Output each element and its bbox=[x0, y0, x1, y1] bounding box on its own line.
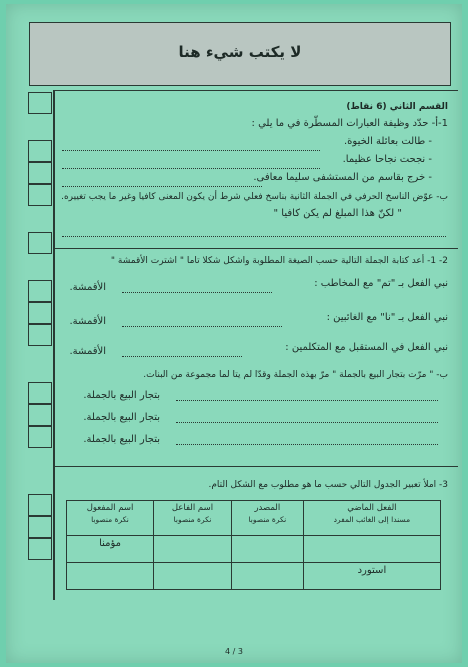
table-cell[interactable] bbox=[231, 563, 303, 590]
table-cell[interactable] bbox=[154, 536, 232, 563]
no-writing-header-box bbox=[29, 22, 451, 86]
answer-line[interactable] bbox=[122, 356, 242, 357]
q2-row-3-label: نبي الفعل في المستقبل مع المتكلمين : bbox=[285, 342, 448, 353]
score-box[interactable] bbox=[28, 426, 52, 448]
q2b-row-1: بتجار البيع بالجملة. bbox=[83, 390, 160, 401]
score-box[interactable] bbox=[28, 162, 52, 184]
q1a-prompt: 1-أ- حدّد وظيفة العبارات المسطّرة في ما يلي : bbox=[251, 118, 448, 129]
header-cell-masdar: المصدر نكرة منصوبا bbox=[231, 501, 303, 536]
table-cell[interactable]: مؤمنا bbox=[67, 536, 154, 563]
q2b-prompt: ب- " مرّت بتجار البيع بالجملة " مرّ بهذه الجملة وقدّا لم يتا لما مجموعة من البنات. bbox=[143, 370, 448, 380]
score-box[interactable] bbox=[28, 538, 52, 560]
q2b-row-3: بتجار البيع بالجملة. bbox=[83, 434, 160, 445]
score-box[interactable] bbox=[28, 324, 52, 346]
score-box[interactable] bbox=[28, 494, 52, 516]
table-cell[interactable] bbox=[67, 563, 154, 590]
score-box[interactable] bbox=[28, 232, 52, 254]
score-box[interactable] bbox=[28, 92, 52, 114]
q1b-sentence: " لكنّ هذا المبلغ لم يكن كافيا " bbox=[273, 208, 402, 219]
q2-row-2-label: نبي الفعل بـ "نا" مع الغائبين : bbox=[326, 312, 448, 323]
conjugation-table bbox=[66, 500, 441, 590]
answer-line[interactable] bbox=[176, 400, 438, 401]
score-box[interactable] bbox=[28, 516, 52, 538]
header-cell-past-verb: الفعل الماضي مسندا إلى الغائب المفرد bbox=[303, 501, 440, 536]
answer-line[interactable] bbox=[122, 292, 272, 293]
answer-line[interactable] bbox=[62, 150, 320, 151]
table-row bbox=[67, 536, 441, 563]
table-cell[interactable] bbox=[303, 536, 440, 563]
table-header-row bbox=[67, 501, 441, 536]
table-row bbox=[67, 563, 441, 590]
q2b-row-2: بتجار البيع بالجملة. bbox=[83, 412, 160, 423]
q2-row-1-label: نبي الفعل بـ "تم" مع المخاطب : bbox=[314, 278, 448, 289]
table-cell[interactable] bbox=[154, 563, 232, 590]
answer-line[interactable] bbox=[62, 236, 446, 237]
q2-row-3-end: الأقمشة. bbox=[69, 346, 106, 357]
divider bbox=[55, 466, 458, 467]
score-box[interactable] bbox=[28, 382, 52, 404]
q1-item-1: - طالت بعائلة الخيوة. bbox=[343, 136, 432, 147]
score-box[interactable] bbox=[28, 302, 52, 324]
q2-row-2-end: الأقمشة. bbox=[69, 316, 106, 327]
answer-line[interactable] bbox=[176, 444, 438, 445]
page-number: 4 / 3 bbox=[225, 647, 243, 656]
divider bbox=[55, 248, 458, 249]
q1b-prompt: ب- عوّض الناسخ الحرفي في الجملة الثانية بناسخ فعلي شرط أن يكون المعنى كافيا وغير ما يجب تغييره. bbox=[61, 192, 448, 202]
q2a-prompt: 2- 1- أعد كتابة الجملة التالية حسب الصيغة المطلوبة واشكل شكلا تاما " اشترت الأقمشة " bbox=[110, 256, 448, 266]
q3-prompt: 3- املأ تعبير الجدول التالي حسب ما هو مطلوب مع الشكل التام. bbox=[208, 480, 448, 490]
header-cell-passive-participle: اسم المفعول نكرة منصوبا bbox=[67, 501, 154, 536]
answer-line[interactable] bbox=[122, 326, 282, 327]
q1-item-2: - نجحت نجاحا عظيما. bbox=[342, 154, 432, 165]
answer-line[interactable] bbox=[62, 186, 262, 187]
header-cell-active-participle: اسم الفاعل نكرة منصوبا bbox=[154, 501, 232, 536]
score-box[interactable] bbox=[28, 140, 52, 162]
answer-line[interactable] bbox=[62, 168, 320, 169]
header-text: لا يكتب شيء هنا bbox=[178, 43, 302, 61]
score-box[interactable] bbox=[28, 404, 52, 426]
table-cell[interactable] bbox=[231, 536, 303, 563]
q2-row-1-end: الأقمشة. bbox=[69, 282, 106, 293]
answer-line[interactable] bbox=[176, 422, 438, 423]
section-title: القسم الثاني (6 نقاط) bbox=[346, 102, 448, 112]
score-box[interactable] bbox=[28, 184, 52, 206]
worksheet-page bbox=[6, 4, 462, 663]
q1-item-3: - خرج بقاسم من المستشفى سليما معافى. bbox=[253, 172, 432, 183]
table-cell[interactable]: استورد bbox=[303, 563, 440, 590]
score-box[interactable] bbox=[28, 280, 52, 302]
